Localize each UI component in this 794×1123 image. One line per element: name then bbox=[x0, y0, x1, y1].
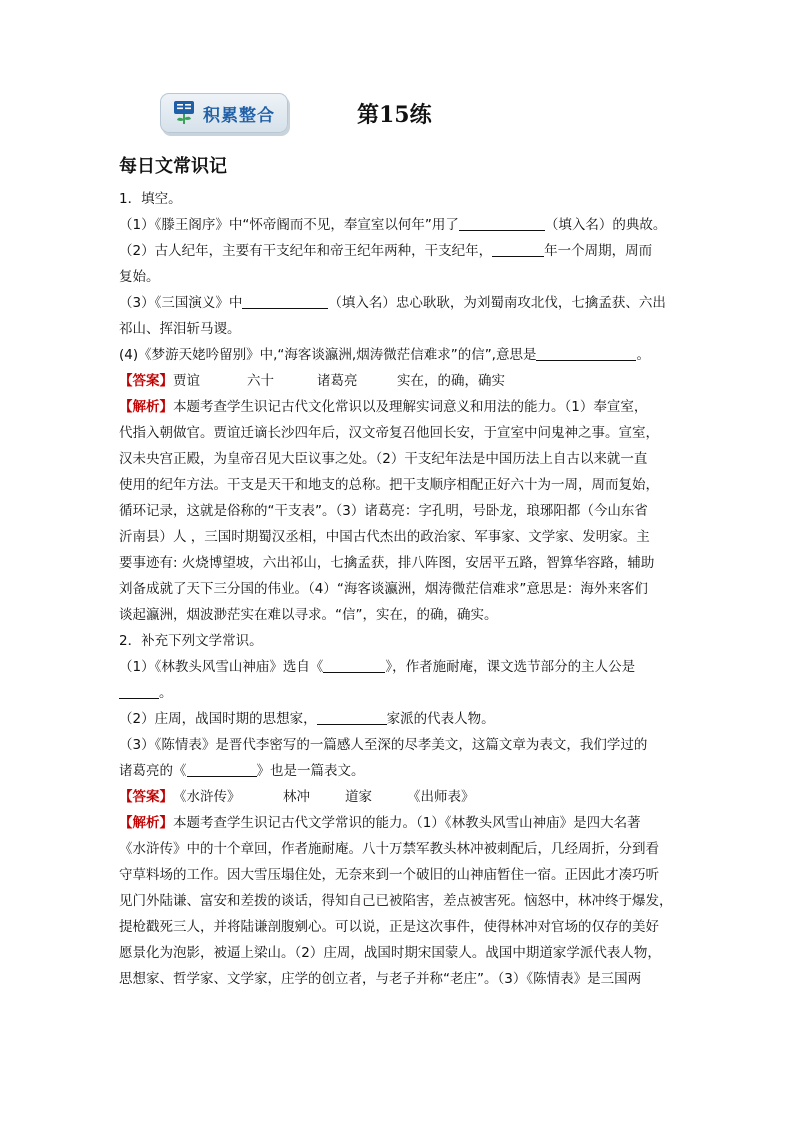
analysis-line: 守草料场的工作。因大雪压塌住处，无奈来到一个破旧的山神庙暂住一宿。正因此才凑巧听 bbox=[119, 867, 659, 883]
analysis-text: 本题考查学生识记古代文学常识的能力。（1）《林教头风雪山神庙》是四大名著 bbox=[173, 815, 641, 831]
q2-heading: 2．补充下列文学常识。 bbox=[119, 633, 263, 649]
q2-item-1-text: （1）《林教头风雪山神庙》选自《 bbox=[119, 659, 324, 675]
analysis-line: 《水浒传》中的十个章回，作者施耐庵。八十万禁军教头林冲被刺配后，几经周折，分到看 bbox=[119, 841, 659, 857]
q1-item-3-suffix: （填入名）忠心耿耿，为刘蜀南攻北伐，七擒孟获、六出 bbox=[328, 295, 666, 311]
answer-blank bbox=[317, 709, 387, 725]
analysis-line: 代指入朝做官。贾谊迁谪长沙四年后，汉文帝复召他回长安，于宣室中问鬼神之事。宣室， bbox=[119, 425, 659, 441]
analysis-line: 提枪戳死三人，并将陆谦剖腹剜心。可以说，正是这次事件，使得林冲对官场的仅存的美好 bbox=[119, 919, 659, 935]
section-title: 每日文常识记 bbox=[119, 156, 227, 177]
q2-item-3: （3）《陈情表》是晋代李密写的一篇感人至深的尽孝美文，这篇文章为表文，我们学过的 bbox=[119, 737, 648, 753]
q2-item-2-text: （2）庄周，战国时期的思想家， bbox=[119, 711, 317, 727]
answer-item: 林冲 bbox=[283, 789, 310, 805]
answer-blank bbox=[323, 657, 385, 673]
q2-item-1-cont bbox=[119, 680, 677, 706]
analysis-text: 本题考查学生识记古代文化常识以及理解实词意义和用法的能力。（1）奉宣室， bbox=[173, 399, 648, 415]
q2-item-1 bbox=[119, 654, 677, 680]
q1-item-1-text: （1）《滕王阁序》中“怀帝阍而不见，奉宣室以何年”用了 bbox=[119, 217, 459, 233]
document-body bbox=[119, 186, 677, 992]
analysis-line: 思想家、哲学家、文学家，庄学的创立者，与老子并称“老庄”。（3）《陈情表》是三国两 bbox=[119, 971, 642, 987]
q2-answer bbox=[119, 784, 677, 810]
analysis-line: 循环记录，这就是俗称的“干支表”。（3）诸葛亮：字孔明，号卧龙，琅琊阳都（今山东省 bbox=[119, 503, 648, 519]
answer-item: 《出师表》 bbox=[407, 789, 475, 805]
q2-item-2 bbox=[119, 706, 677, 732]
analysis-line: 见门外陆谦、富安和差拨的谈话，得知自己已被陷害，差点被害死。恼怒中，林冲终于爆发， bbox=[119, 893, 673, 909]
answer-item: 《水浒传》 bbox=[173, 789, 241, 805]
q1-heading: 1．填空。 bbox=[119, 191, 182, 207]
q1-item-4-text: (4)《梦游天姥吟留别》中,“海客谈瀛洲,烟涛微茫信难求”的信”,意思是 bbox=[119, 347, 537, 363]
q1-item-2-suffix: 年一个周期，周而 bbox=[544, 243, 653, 259]
answer-blank bbox=[459, 215, 545, 231]
analysis-line: 使用的纪年方法。干支是天干和地支的总称。把干支顺序相配正好六十为一周，周而复始， bbox=[119, 477, 659, 493]
analysis-tag: 【解析】 bbox=[119, 815, 173, 831]
q1-item-1 bbox=[119, 212, 677, 238]
q1-analysis-first bbox=[119, 394, 677, 420]
answer-blank bbox=[492, 241, 544, 257]
answer-blank bbox=[187, 761, 257, 777]
q2-analysis-first bbox=[119, 810, 677, 836]
q1-answer bbox=[119, 368, 677, 394]
q1-item-3 bbox=[119, 290, 677, 316]
q1-item-4 bbox=[119, 342, 677, 368]
q1-item-4-suffix: 。 bbox=[636, 347, 650, 363]
answer-item: 六十 bbox=[247, 373, 274, 389]
answer-blank bbox=[119, 683, 159, 699]
q2-item-3-text: 诸葛亮的《 bbox=[119, 763, 187, 779]
answer-item: 道家 bbox=[345, 789, 372, 805]
book-plant-icon bbox=[173, 100, 195, 126]
badge-label: 积累整合 bbox=[203, 105, 275, 126]
section-badge bbox=[160, 93, 288, 133]
lesson-title: 第15练 bbox=[357, 102, 432, 128]
analysis-tag: 【解析】 bbox=[119, 399, 173, 415]
answer-tag: 【答案】 bbox=[119, 373, 173, 389]
q2-item-1-suffix: 》，作者施耐庵，课文选节部分的主人公是 bbox=[385, 659, 636, 675]
q1-item-2-cont: 复始。 bbox=[119, 269, 160, 285]
analysis-line: 沂南县）人 ，三国时期蜀汉丞相，中国古代杰出的政治家、军事家、文学家、发明家。主 bbox=[119, 529, 650, 545]
answer-item: 实在，的确，确实 bbox=[397, 373, 505, 389]
q2-item-3-cont bbox=[119, 758, 677, 784]
answer-tag: 【答案】 bbox=[119, 789, 173, 805]
q2-item-1-end: 。 bbox=[159, 685, 173, 701]
q2-item-2-suffix: 家派的代表人物。 bbox=[386, 711, 495, 727]
q1-item-2-text: （2）古人纪年，主要有干支纪年和帝王纪年两种，干支纪年， bbox=[119, 243, 493, 259]
q1-item-2 bbox=[119, 238, 677, 264]
analysis-line: 汉未央宫正殿，为皇帝召见大臣议事之处。（2）干支纪年法是中国历法上自古以来就一直 bbox=[119, 451, 648, 467]
answer-item: 诸葛亮 bbox=[317, 373, 358, 389]
answer-blank bbox=[242, 293, 328, 309]
answer-item: 贾谊 bbox=[173, 373, 200, 389]
answer-blank bbox=[536, 345, 636, 361]
q1-item-3-cont: 祁山、挥泪斩马谡。 bbox=[119, 321, 241, 337]
q1-item-3-text: （3）《三国演义》中 bbox=[119, 295, 243, 311]
analysis-line: 愿景化为泡影，被逼上梁山。（2）庄周，战国时期宋国蒙人。战国中期道家学派代表人物， bbox=[119, 945, 661, 961]
analysis-line: 刘备成就了天下三分国的伟业。（4）“海客谈瀛洲，烟涛微茫信难求”意思是：海外来客们 bbox=[119, 581, 648, 597]
analysis-line: 谈起瀛洲，烟波渺茫实在难以寻求。“信”，实在，的确，确实。 bbox=[119, 607, 498, 623]
q1-item-1-suffix: （填入名）的典故。 bbox=[544, 217, 667, 233]
analysis-line: 要事迹有: 火烧博望坡，六出祁山，七擒孟获，排八阵图，安居平五路，智算华容路，辅助 bbox=[119, 555, 655, 571]
q2-item-3-suffix: 》也是一篇表文。 bbox=[256, 763, 365, 779]
